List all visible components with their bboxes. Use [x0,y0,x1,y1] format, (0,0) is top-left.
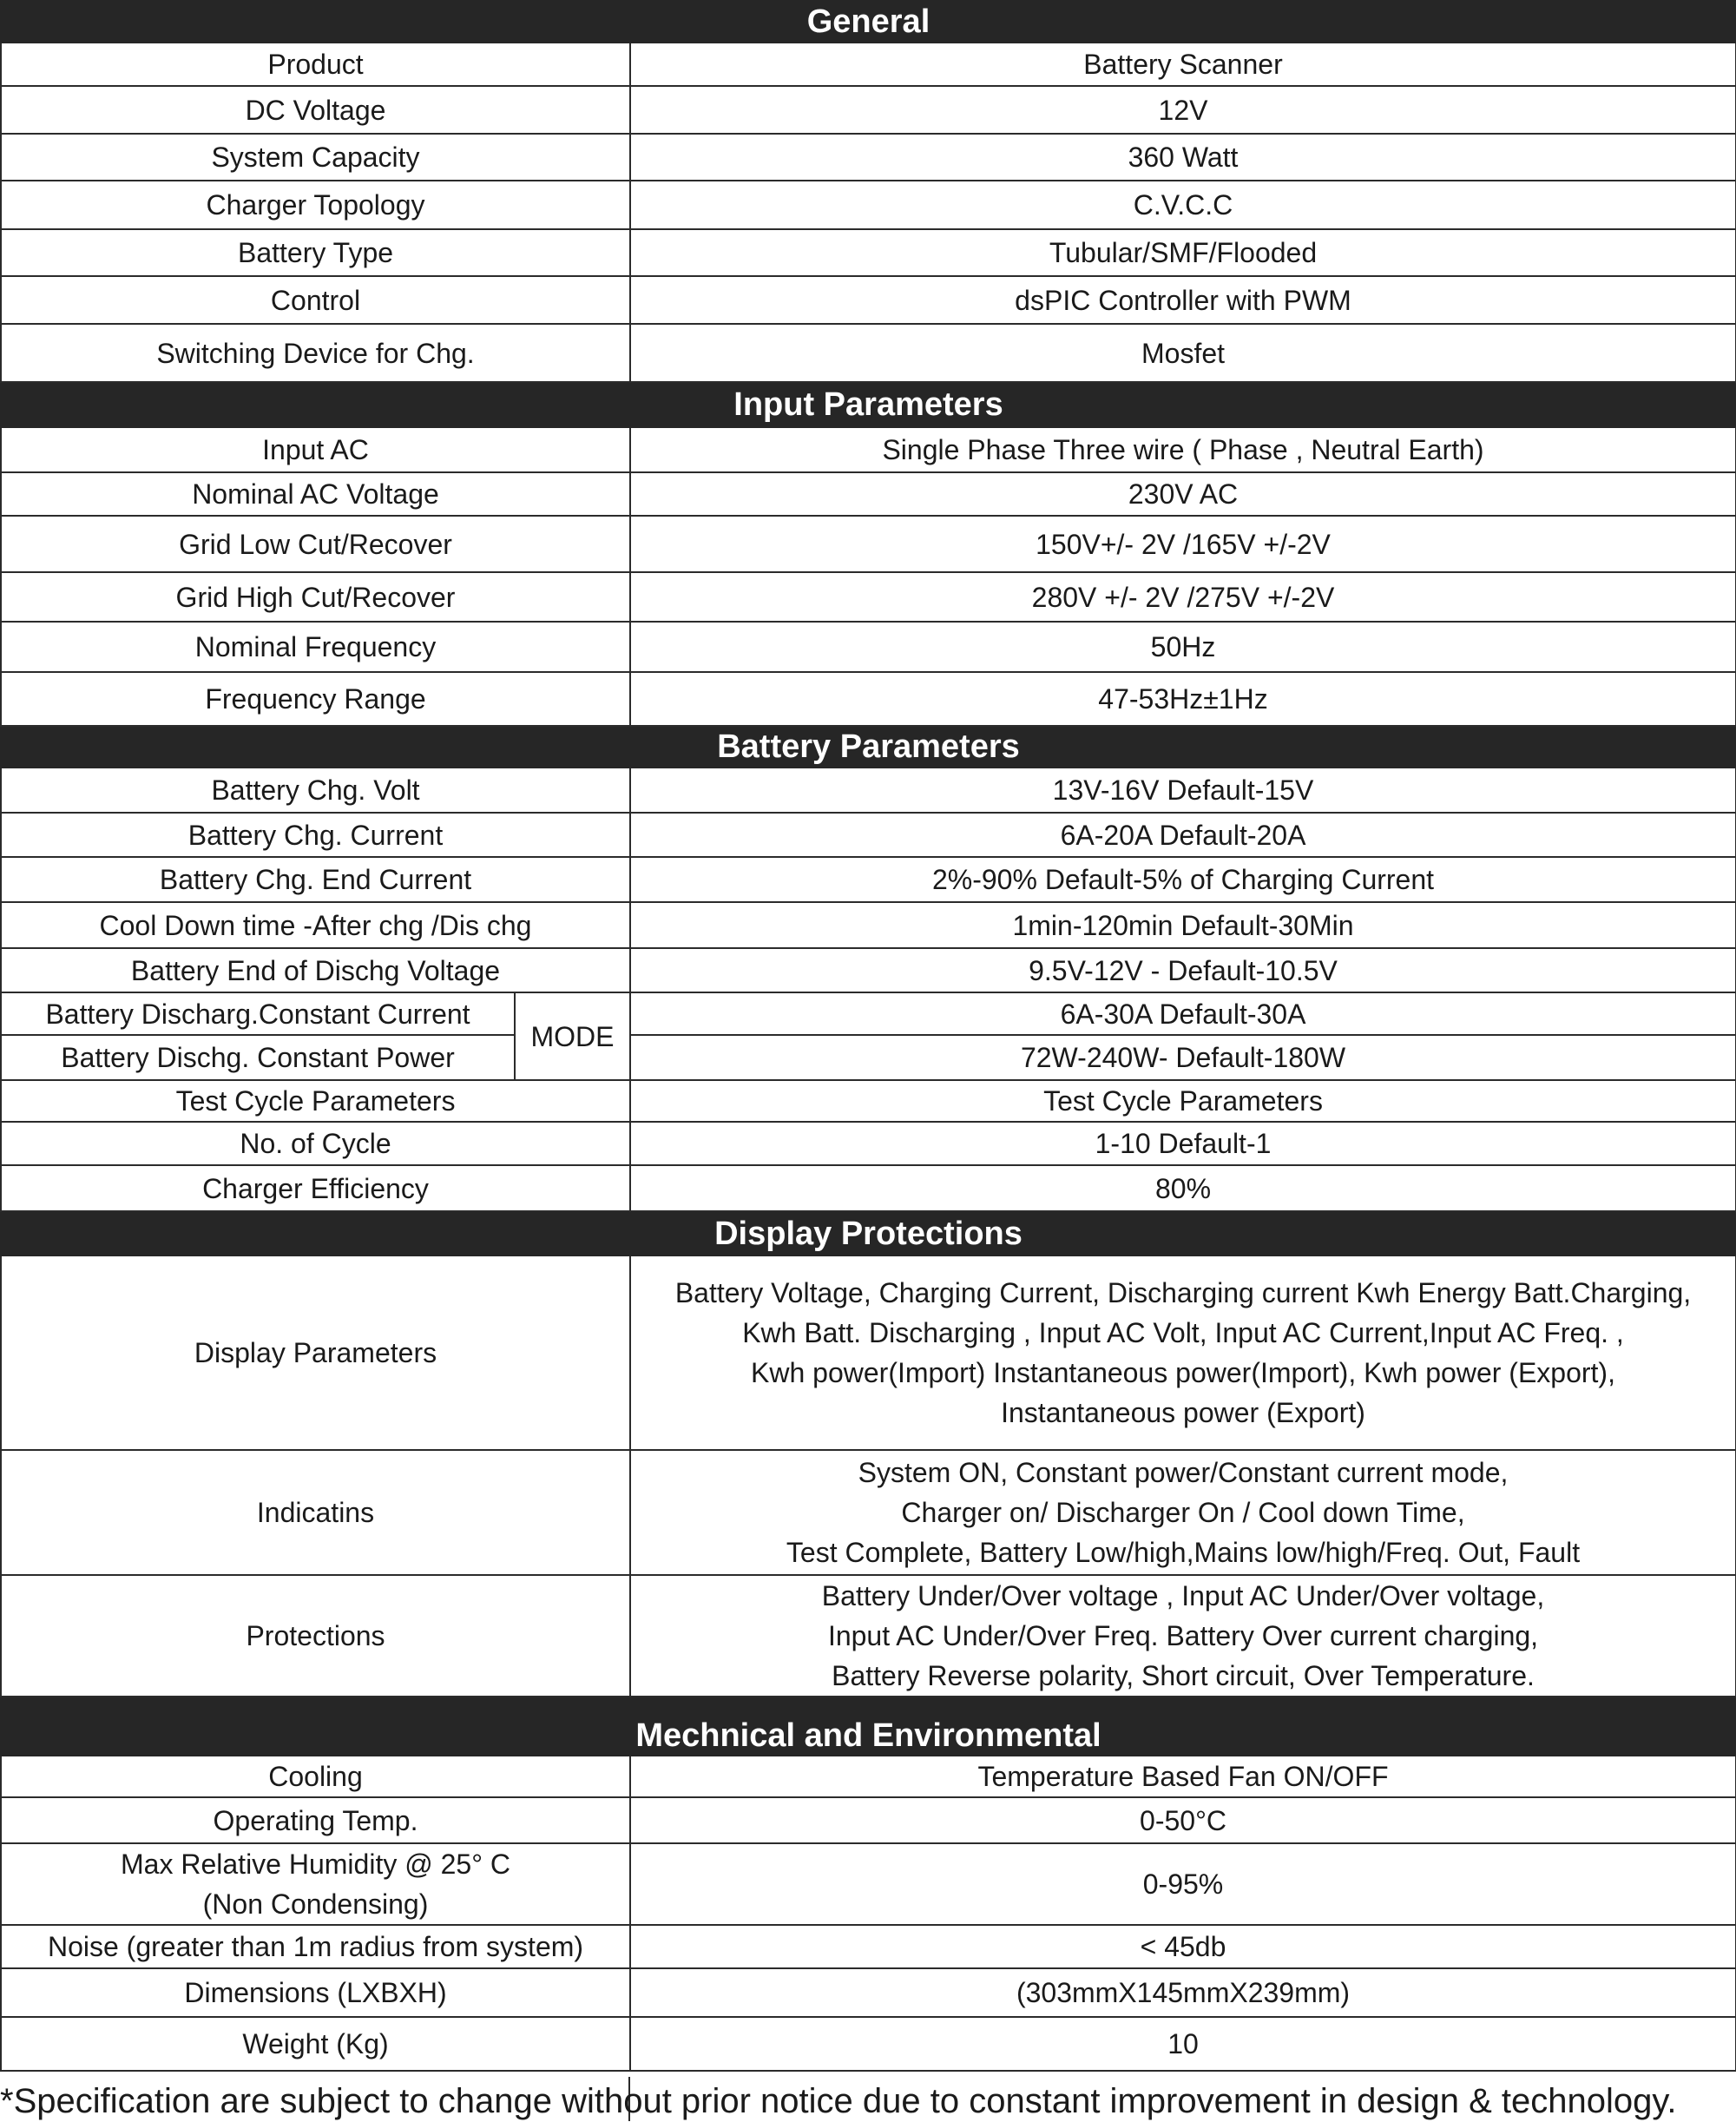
row-value: Test Cycle Parameters [630,1080,1736,1122]
table-row [1,857,1736,902]
table-row [1,43,1736,86]
table-row [1,324,1736,382]
row-value: Temperature Based Fan ON/OFF [630,1756,1736,1797]
row-value: 9.5V-12V - Default-10.5V [630,948,1736,992]
row-label: Battery Chg. Volt [1,768,630,813]
row-value: 1-10 Default-1 [630,1122,1736,1165]
row-value: 13V-16V Default-15V [630,768,1736,813]
row-value: Mosfet [630,324,1736,382]
row-label: Charger Efficiency [1,1165,630,1211]
row-label: Frequency Range [1,672,630,726]
footnote: *Specification are subject to change without prior notice due to constant improvement in design & technology. [0,2082,1677,2120]
section-title: Display Protections [1,1211,1736,1255]
table-row [1,1080,1736,1122]
row-label: Display Parameters [1,1255,630,1450]
row-label: Test Cycle Parameters [1,1080,630,1122]
table-row [1,992,1736,1035]
row-label: Indicatins [1,1450,630,1575]
table-row [1,1122,1736,1165]
row-value: 150V+/- 2V /165V +/-2V [630,516,1736,572]
row-value: 2%-90% Default-5% of Charging Current [630,857,1736,902]
row-label: Nominal AC Voltage [1,472,630,516]
row-label: Noise (greater than 1m radius from system) [1,1925,630,1968]
value-line: Charger on/ Discharger On / Cool down Time, [901,1497,1465,1528]
section-header-general [1,1,1736,43]
row-label-multiline [1,1843,630,1925]
row-value: 6A-20A Default-20A [630,813,1736,857]
table-row [1,1165,1736,1211]
row-value: 50Hz [630,622,1736,672]
row-label: Weight (Kg) [1,2017,630,2071]
table-row [1,229,1736,276]
table-row [1,1756,1736,1797]
row-value: 10 [630,2017,1736,2071]
row-label: Charger Topology [1,181,630,229]
table-row [1,768,1736,813]
row-value: 12V [630,86,1736,134]
row-value: 280V +/- 2V /275V +/-2V [630,572,1736,622]
row-label: Grid High Cut/Recover [1,572,630,622]
table-row [1,427,1736,472]
table-row [1,1035,1736,1080]
table-row [1,813,1736,857]
table-row [1,276,1736,324]
table-row [1,1255,1736,1450]
label-line: (Non Condensing) [202,1888,429,1920]
section-title: General [1,1,1736,43]
row-label: Battery Chg. Current [1,813,630,857]
row-value: 0-50°C [630,1797,1736,1843]
row-label: Grid Low Cut/Recover [1,516,630,572]
section-header-battery [1,726,1736,768]
row-label: Dimensions (LXBXH) [1,1968,630,2017]
value-line: System ON, Constant power/Constant current mode, [858,1457,1509,1488]
table-row [1,1797,1736,1843]
table-row [1,1925,1736,1968]
label-line: Max Relative Humidity @ 25° C [121,1849,510,1880]
table-row [1,1450,1736,1575]
row-value: dsPIC Controller with PWM [630,276,1736,324]
table-row [1,1575,1736,1697]
section-title: Battery Parameters [1,726,1736,768]
row-label: DC Voltage [1,86,630,134]
value-line: Instantaneous power (Export) [1001,1397,1365,1428]
row-value: (303mmX145mmX239mm) [630,1968,1736,2017]
row-value: 6A-30A Default-30A [630,992,1736,1035]
table-row [1,948,1736,992]
row-value-multiline [630,1255,1736,1450]
table-row [1,181,1736,229]
value-line: Kwh Batt. Discharging , Input AC Volt, Input AC Current,Input AC Freq. , [742,1317,1624,1348]
row-value-multiline [630,1450,1736,1575]
row-label: Battery Type [1,229,630,276]
table-row [1,2017,1736,2071]
row-label: Input AC [1,427,630,472]
value-line: Battery Under/Over voltage , Input AC Under/Over voltage, [821,1580,1545,1611]
section-header-input [1,382,1736,427]
section-header-mech [1,1697,1736,1756]
row-value: 80% [630,1165,1736,1211]
table-row [1,622,1736,672]
row-label: Cool Down time -After chg /Dis chg [1,902,630,948]
row-label: Switching Device for Chg. [1,324,630,382]
table-row [1,1968,1736,2017]
table-row [1,902,1736,948]
table-row [1,472,1736,516]
section-title: Mechnical and Environmental [1,1697,1736,1756]
row-label: Battery Discharg.Constant Current [1,992,515,1035]
mode-label: MODE [515,992,630,1080]
table-row [1,572,1736,622]
row-label: Battery End of Dischg Voltage [1,948,630,992]
row-label: Nominal Frequency [1,622,630,672]
section-header-display [1,1211,1736,1255]
table-row [1,134,1736,181]
row-value: Tubular/SMF/Flooded [630,229,1736,276]
row-value: 0-95% [630,1843,1736,1925]
value-line: Test Complete, Battery Low/high,Mains low/high/Freq. Out, Fault [786,1537,1581,1568]
row-label: No. of Cycle [1,1122,630,1165]
row-label: System Capacity [1,134,630,181]
row-value: 1min-120min Default-30Min [630,902,1736,948]
value-line: Kwh power(Import) Instantaneous power(Import), Kwh power (Export), [751,1357,1615,1388]
row-label: Product [1,43,630,86]
section-title: Input Parameters [1,382,1736,427]
table-row [1,1843,1736,1925]
table-row [1,516,1736,572]
value-line: Battery Reverse polarity, Short circuit, Over Temperature. [832,1660,1535,1691]
row-value: Battery Scanner [630,43,1736,86]
value-line: Battery Voltage, Charging Current, Discharging current Kwh Energy Batt.Charging, [674,1277,1692,1308]
row-value: 72W-240W- Default-180W [630,1035,1736,1080]
row-value-multiline [630,1575,1736,1697]
row-label: Operating Temp. [1,1797,630,1843]
row-value: Single Phase Three wire ( Phase , Neutral Earth) [630,427,1736,472]
row-label: Cooling [1,1756,630,1797]
row-label: Battery Chg. End Current [1,857,630,902]
table-row [1,672,1736,726]
row-label: Battery Dischg. Constant Power [1,1035,515,1080]
row-value: 47-53Hz±1Hz [630,672,1736,726]
table-row [1,86,1736,134]
row-label: Protections [1,1575,630,1697]
row-value: 360 Watt [630,134,1736,181]
row-value: < 45db [630,1925,1736,1968]
value-line: Input AC Under/Over Freq. Battery Over current charging, [827,1620,1539,1651]
row-label: Control [1,276,630,324]
row-value: C.V.C.C [630,181,1736,229]
row-value: 230V AC [630,472,1736,516]
